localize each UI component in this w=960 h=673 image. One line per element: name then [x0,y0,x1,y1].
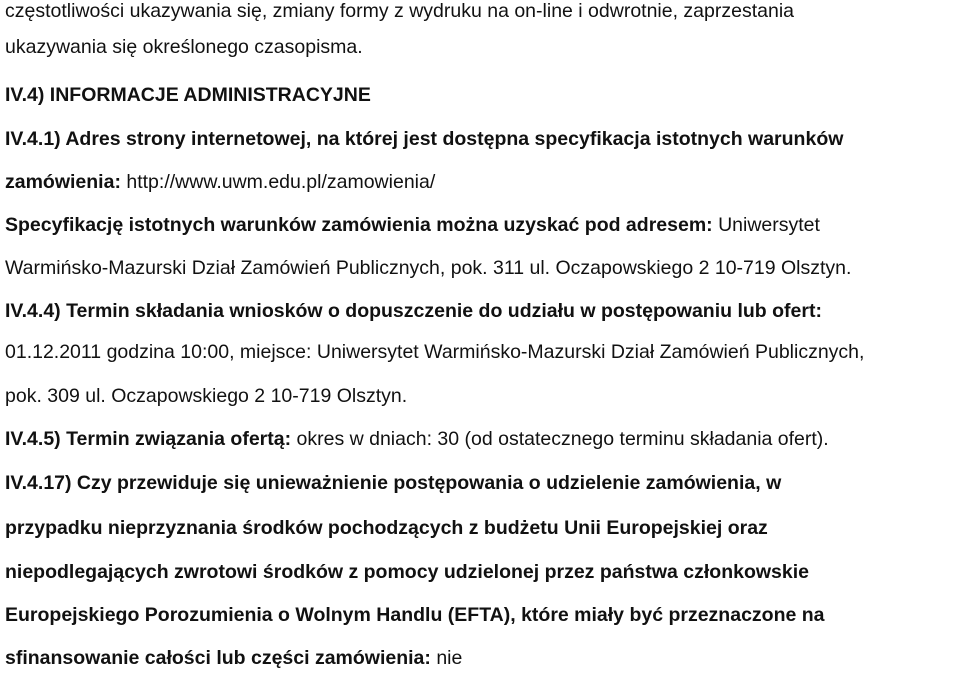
bold-text-segment: IV.4.5) Termin związania ofertą: [5,428,297,450]
bold-text-segment: IV.4.1) Adres strony internetowej, na której jest dostępna specyfikacja istotnych warunków [5,128,844,150]
text-segment: nie [436,647,463,669]
text-line [5,83,371,107]
text-line [5,0,794,23]
text-segment: ukazywania się określonego czasopisma. [5,36,363,58]
bold-text-segment: IV.4.4) Termin składania wniosków o dopuszczenie do udziału w postępowaniu lub ofert: [5,300,822,322]
text-segment: pok. 309 ul. Oczapowskiego 2 10-719 Olsztyn. [5,385,408,407]
text-line [5,340,864,364]
text-segment: częstotliwości ukazywania się, zmiany formy z wydruku na on-line i odwrotnie, zaprzestania [5,0,794,22]
text-segment: 01.12.2011 godzina 10:00, miejsce: Uniwersytet Warmińsko-Mazurski Dział Zamówień Publicznych, [5,341,865,363]
text-line [5,256,851,280]
text-line [5,299,822,323]
text-segment: okres w dniach: 30 (od ostatecznego terminu składania ofert). [296,428,829,450]
bold-text-segment: zamówienia: [5,171,127,193]
text-line [5,603,825,627]
bold-text-segment: Specyfikację istotnych warunków zamówienia można uzyskać pod adresem: [5,214,719,236]
text-segment: Uniwersytet [718,214,820,236]
text-line [5,384,407,408]
text-segment: http://www.uwm.edu.pl/zamowienia/ [126,171,436,193]
text-line [5,35,363,59]
text-line [5,471,781,495]
text-line [5,560,809,584]
bold-text-segment: przypadku nieprzyznania środków pochodzących z budżetu Unii Europejskiej oraz [5,517,768,539]
text-segment: Warmińsko-Mazurski Dział Zamówień Publicznych, pok. 311 ul. Oczapowskiego 2 10-719 Olsztyn. [5,257,852,279]
bold-text-segment: IV.4.17) Czy przewiduje się unieważnienie postępowania o udzielenie zamówienia, w [5,472,782,494]
bold-text-segment: niepodlegających zwrotowi środków z pomocy udzielonej przez państwa członkowskie [5,561,809,583]
text-line [5,516,768,540]
text-line [5,646,462,670]
bold-text-segment: sfinansowanie całości lub części zamówienia: [5,647,437,669]
bold-text-segment: Europejskiego Porozumienia o Wolnym Handlu (EFTA), które miały być przeznaczone na [5,604,825,626]
text-line [5,213,820,237]
text-line [5,170,435,194]
bold-text-segment: IV.4) INFORMACJE ADMINISTRACYJNE [5,84,371,106]
text-line [5,427,829,451]
text-line [5,127,843,151]
